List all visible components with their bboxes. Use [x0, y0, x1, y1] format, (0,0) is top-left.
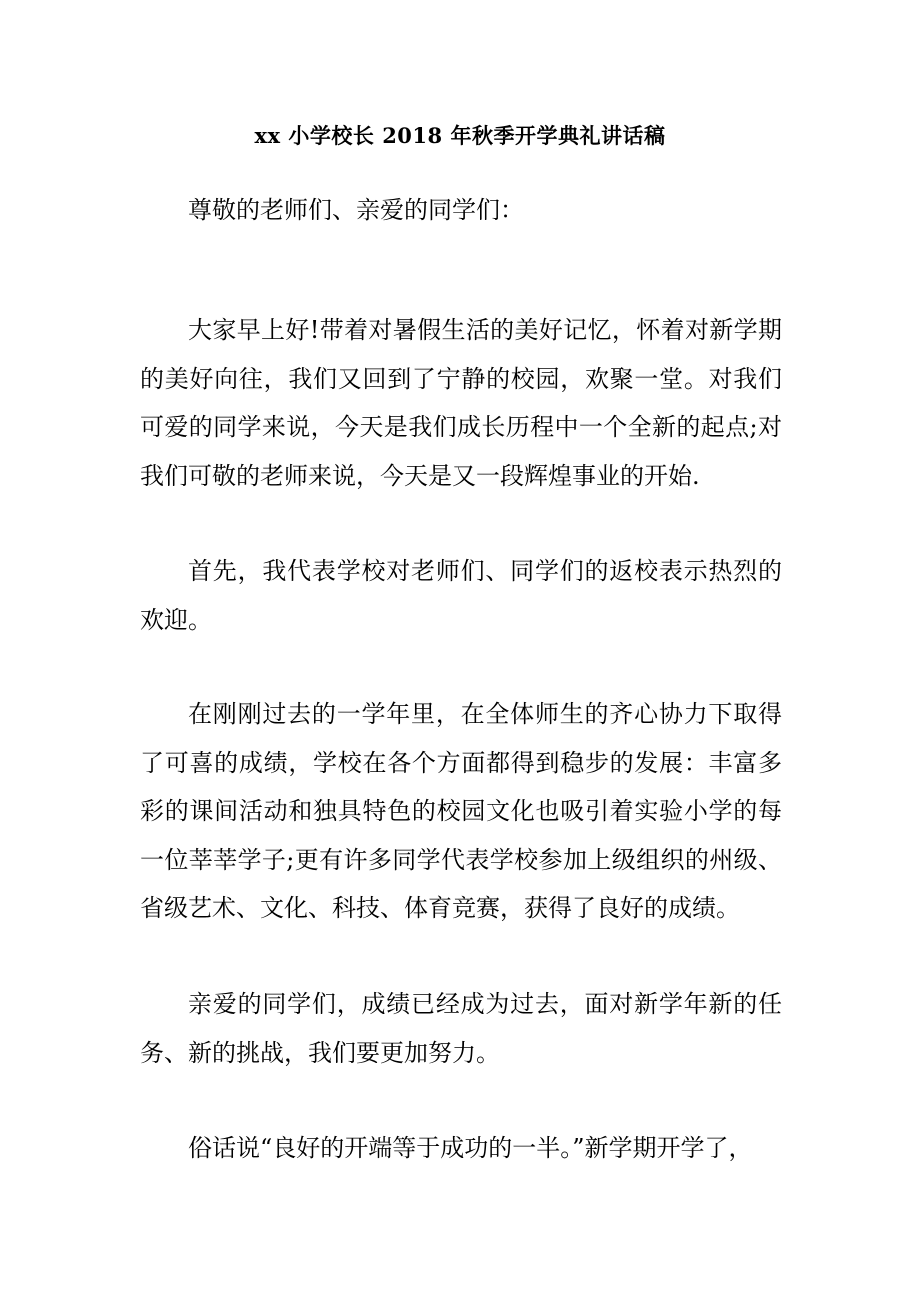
body-paragraph-challenges: 亲爱的同学们，成绩已经成为过去，面对新学年新的任务、新的挑战，我们要更加努力。	[140, 990, 782, 1067]
document-title: xx 小学校长 2018 年秋季开学典礼讲话稿	[254, 123, 666, 148]
body-paragraph-achievements: 在刚刚过去的一学年里，在全体师生的齐心协力下取得了可喜的成绩，学校在各个方面都得到稳步的发展：丰富多彩的课间活动和独具特色的校园文化也吸引着实验小学的每一位莘莘学子;更有许多同学代表学校参加上级组织的州级、省级艺术、文化、科技、体育竞赛，获得了良好的成绩。	[140, 700, 782, 922]
body-paragraph-welcome: 首先，我代表学校对老师们、同学们的返校表示热烈的欢迎。	[140, 557, 782, 634]
body-paragraph-proverb: 俗话说“良好的开端等于成功的一半。”新学期开学了，	[188, 1134, 753, 1162]
salutation-paragraph: 尊敬的老师们、亲爱的同学们：	[188, 196, 524, 224]
body-paragraph-greeting: 大家早上好!带着对暑假生活的美好记忆，怀着对新学期的美好向往，我们又回到了宁静的校园，欢聚一堂。对我们可爱的同学来说，今天是我们成长历程中一个全新的起点;对我们可敬的老师来说，今天是又一段辉煌事业的开始.	[140, 316, 782, 490]
